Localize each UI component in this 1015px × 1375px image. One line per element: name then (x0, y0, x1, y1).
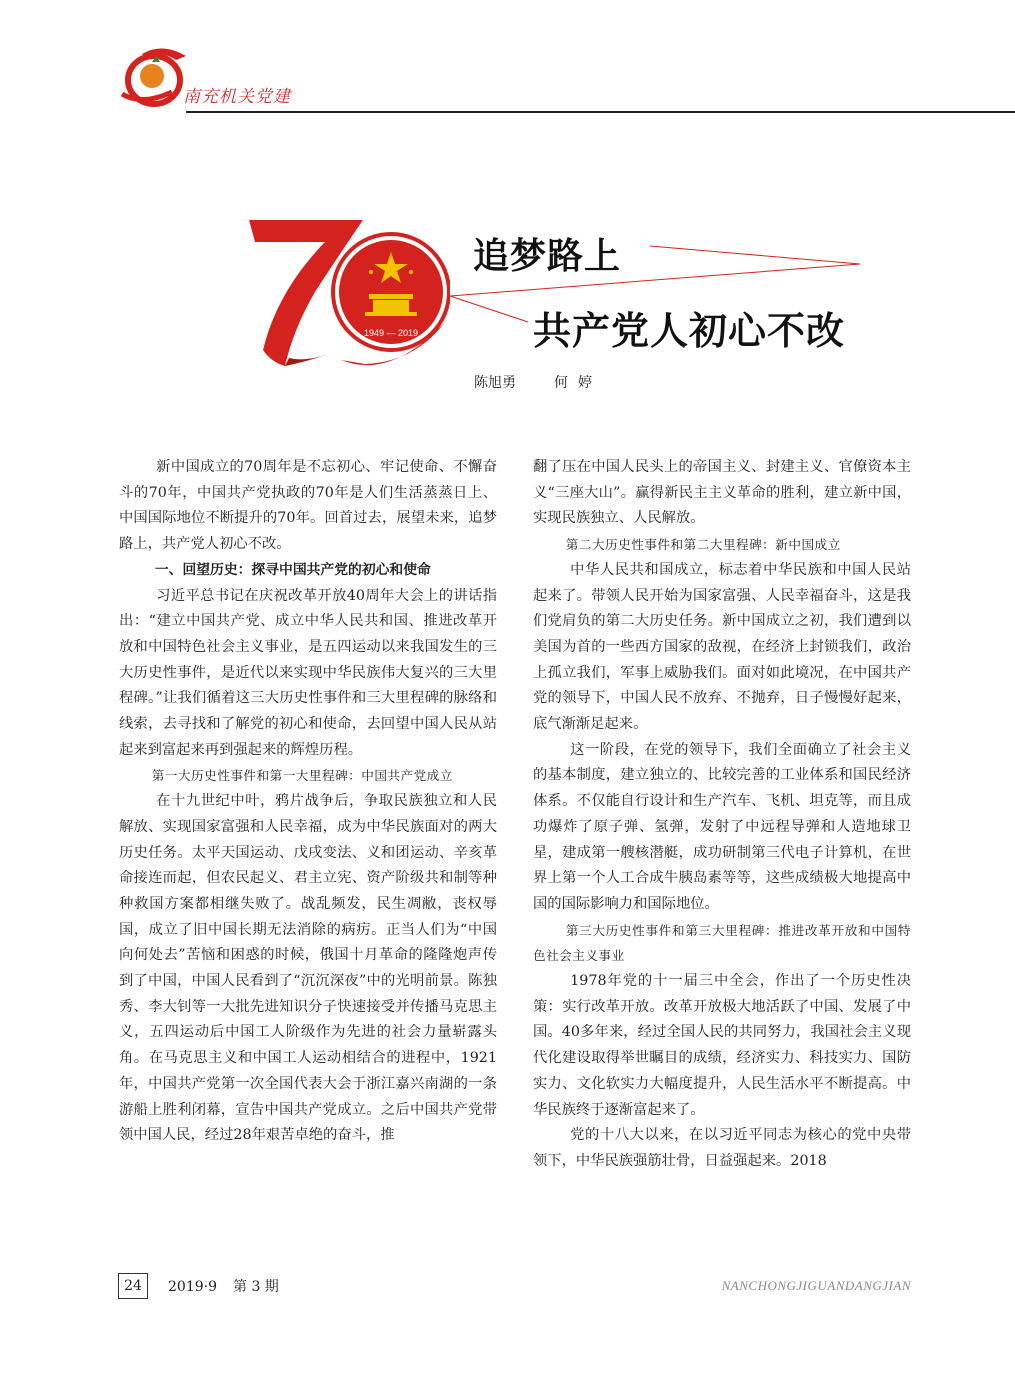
paragraph: 在十九世纪中叶，鸦片战争后，争取民族独立和人民解放、实现国家富强和人民幸福，成为中华民族面对的两大历史任务。太平天国运动、戊戌变法、义和团运动、辛亥革命接连而起，但农民起义、君主立宪、资产阶级共和制等种种救国方案都相继失败了。战乱频发，民生凋敝，丧权辱国，成立了旧中国长期无法消除的病疠。正当人们为“中国向何处去”苦恼和困惑的时候，俄国十月革命的隆隆炮声传到了中国，中国人民看到了“沉沉深夜”中的光明前景。陈独秀、李大钊等一大批先进知识分子快速接受并传播马克思主义，五四运动后中国工人阶级作为先进的社会力量崭露头角。在马克思主义和中国工人运动相结合的进程中，1921年，中国共产党第一次全国代表大会于浙江嘉兴南湖的一条游船上胜利闭幕，宣告中国共产党成立。之后中国共产党带领中国人民，经过28年艰苦卓绝的奋斗，推 (119, 793, 497, 1144)
subsection-heading: 第三大历史性事件和第三大里程碑：推进改革开放和中国特色社会主义事业 (533, 922, 911, 964)
paragraph: 习近平总书记在庆祝改革开放40周年大会上的讲话指出：“建立中国共产党、成立中华人民共和国、推进改革开放和中国特色社会主义事业，是五四运动以来我国发生的三大历史性事件，是近代以来实现中华民族伟大复兴的三大里程碑。”让我们循着这三大历史性事件和三大里程碑的脉络和线索，去寻找和了解党的初心和使命，去回望中国人民从站起来到富起来再到强起来的辉煌历程。 (119, 587, 497, 758)
issue-date: 2019·9 (168, 1279, 217, 1295)
author-name: 陈旭勇 (474, 375, 516, 391)
section-heading: 一、回望历史：探寻中国共产党的初心和使命 (154, 561, 431, 578)
body-column-left (119, 455, 497, 1149)
issue-info (168, 1276, 279, 1296)
issue-number: 第 3 期 (233, 1279, 279, 1295)
page-number: 24 (118, 1273, 148, 1299)
subsection-heading: 第二大历史性事件和第二大里程碑：新中国成立 (565, 537, 841, 553)
body-column-right (533, 455, 911, 1175)
author-name: 何婷 (554, 375, 602, 391)
paragraph-continued: 翻了压在中国人民头上的帝国主义、封建主义、官僚资本主义“三座大山”。赢得新民主主义革命的胜利，建立新中国，实现民族独立、人民解放。 (533, 459, 911, 527)
footer-brand: NANCHONGJIGUANDANGJIAN (721, 1278, 911, 1293)
subsection-heading: 第一大历史性事件和第一大里程碑：中国共产党成立 (151, 768, 453, 784)
emblem-years: 1949 — 2019 (363, 328, 419, 338)
masthead-rule (186, 111, 1015, 113)
article-title-line1: 追梦路上 (473, 236, 622, 277)
article-title-line2: 共产党人初心不改 (533, 309, 846, 353)
masthead-logo (112, 40, 194, 112)
paragraph: 新中国成立的70周年是不忘初心、牢记使命、不懈奋斗的70年，中国共产党执政的70年是人们生活蒸蒸日上、中国国际地位不断提升的70年。回首过去，展望未来，追梦路上，共产党人初心不改。 (119, 459, 497, 553)
masthead-title: 南充机关党建 (183, 87, 291, 107)
paragraph: 中华人民共和国成立，标志着中华民族和中国人民站起来了。带领人民开始为国家富强、人民幸福奋斗，这是我们党肩负的第二大历史任务。新中国成立之初，我们遭到以美国为首的一些西方国家的敌视，在经济上封锁我们，政治上孤立我们，军事上威胁我们。面对如此境况，在中国共产党的领导下，中国人民不放弃、不抛弃，日子慢慢好起来，底气渐渐足起来。 (533, 561, 911, 733)
paragraph: 党的十八大以来，在以习近平同志为核心的党中央带领下，中华民族强筋壮骨，日益强起来。2018 (533, 1127, 911, 1169)
paragraph: 这一阶段，在党的领导下，我们全面确立了社会主义的基本制度，建立独立的、比较完善的工业体系和国民经济体系。不仅能自行设计和生产汽车、飞机、坦克等，而且成功爆炸了原子弹、氢弹，发射了中远程导弹和人造地球卫星，建成第一艘核潜艇，成功研制第三代电子计算机，在世界上第一个人工合成牛胰岛素等等，这些成绩极大地提高中国的国际影响力和国际地位。 (533, 741, 911, 912)
paragraph: 1978年党的十一届三中全会，作出了一个历史性决策：实行改革开放。改革开放极大地活跃了中国、发展了中国。40多年来，经过全国人民的共同努力，我国社会主义现代化建设取得举世瞩目的成绩，经济实力、科技实力、国防实力、文化软实力大幅度提升，人民生活水平不断提高。中华民族终于逐渐富起来了。 (533, 973, 911, 1118)
